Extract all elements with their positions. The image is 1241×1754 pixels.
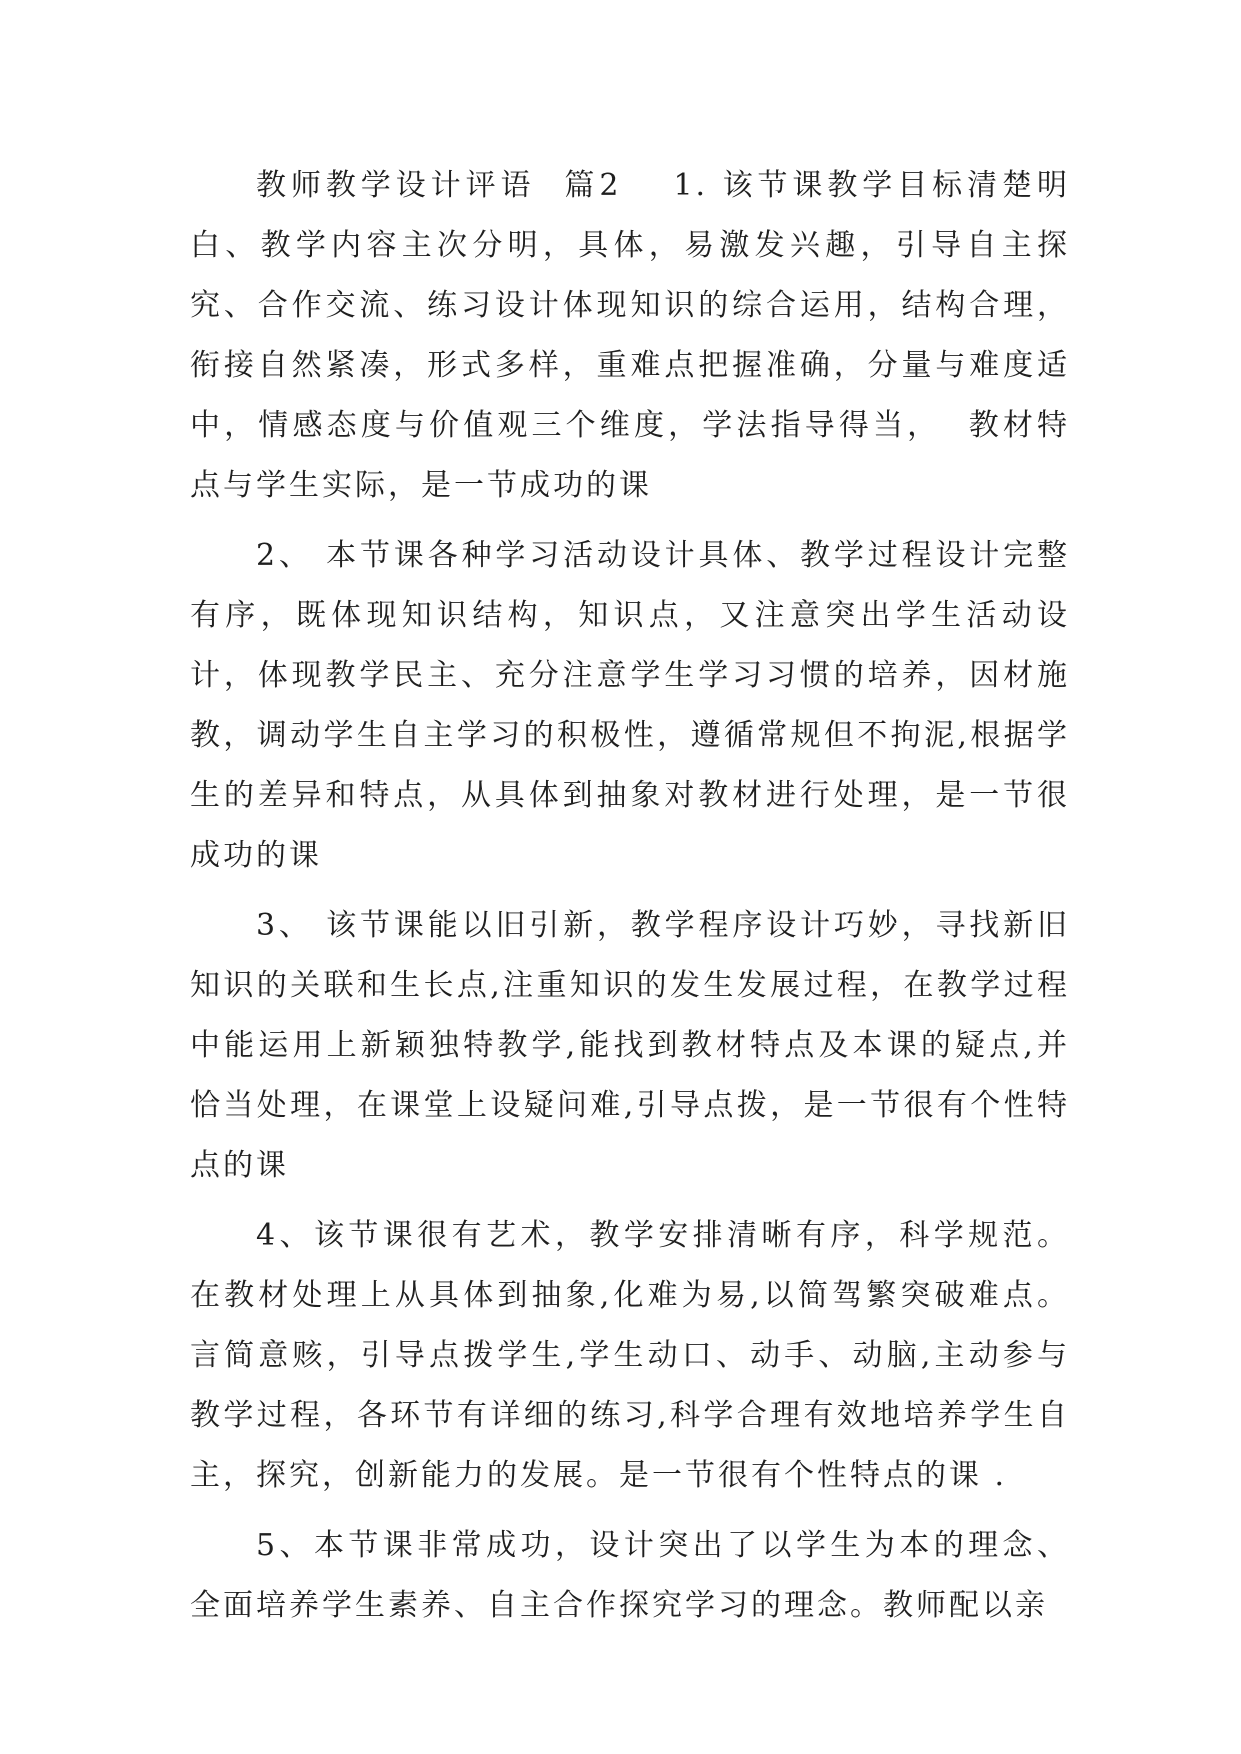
- document-body: [190, 156, 1070, 1646]
- paragraph-text: 3、 该节课能以旧引新，教学程序设计巧妙，寻找新旧知识的关联和生长点,注重知识的发生发展过程，在教学过程中能运用上新颖独特教学,能找到教材特点及本课的疑点,并恰当处理，在课堂上设疑问难,引导点拨，是一节很有个性特点的课: [190, 908, 1070, 1183]
- paragraph-text: 4、该节课很有艺术，教学安排清晰有序，科学规范。在教材处理上从具体到抽象,化难为易,以简驾繁突破难点。言简意赅，引导点拨学生,学生动口、动手、动脑,主动参与教学过程，各环节有详细的练习,科学合理有效地培养学生自主，探究，创新能力的发展。是一节很有个性特点的课 .: [190, 1218, 1070, 1493]
- paragraph-text: 5、本节课非常成功，设计突出了以学生为本的理念、全面培养学生素养、自主合作探究学习的理念。教师配以亲: [190, 1528, 1070, 1623]
- paragraph-2: [190, 526, 1070, 886]
- paragraph-4: [190, 1206, 1070, 1506]
- paragraph-3: [190, 896, 1070, 1196]
- paragraph-5: [190, 1516, 1070, 1636]
- paragraph-1: [190, 156, 1070, 516]
- section-heading: 教师教学设计评语 篇2: [256, 168, 622, 203]
- paragraph-text: 1. 该节课教学目标清楚明白、教学内容主次分明，具体，易激发兴趣，引导自主探究、合作交流、练习设计体现知识的综合运用，结构合理，衔接自然紧凑，形式多样，重难点把握准确，分量与难度适中，情感态度与价值观三个维度，学法指导得当， 教材特点与学生实际，是一节成功的课: [190, 168, 1070, 503]
- paragraph-text: 2、 本节课各种学习活动设计具体、教学过程设计完整有序，既体现知识结构，知识点，又注意突出学生活动设计，体现教学民主、充分注意学生学习习惯的培养，因材施教，调动学生自主学习的积极性，遵循常规但不拘泥,根据学生的差异和特点，从具体到抽象对教材进行处理，是一节很成功的课: [190, 538, 1070, 873]
